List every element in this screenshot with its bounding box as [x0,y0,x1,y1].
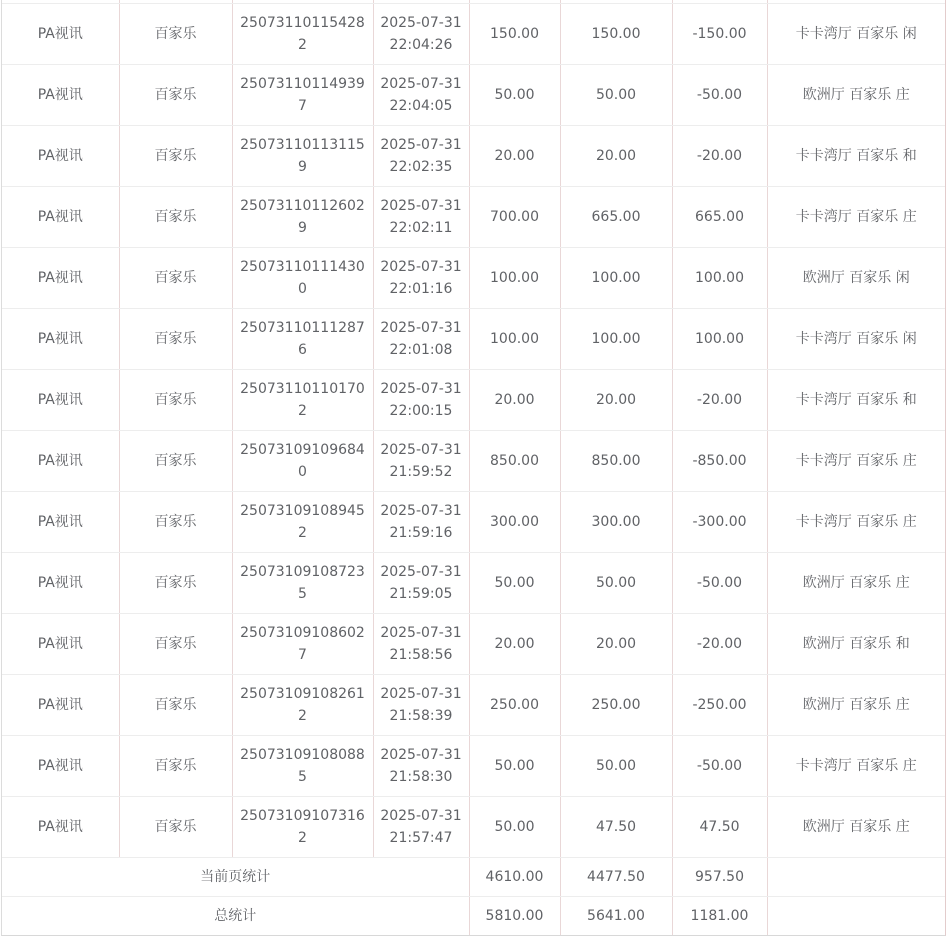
cell-valid-bet-amount: 250.00 [560,674,672,735]
cell-platform: PA视讯 [2,735,119,796]
table-row [2,247,945,308]
cell-bet-amount: 20.00 [469,613,560,674]
cell-bet-time: 2025-07-31 22:01:16 [373,247,469,308]
cell-platform: PA视讯 [2,552,119,613]
cell-game-type: 百家乐 [119,125,232,186]
cell-win-loss: -250.00 [672,674,767,735]
table-row [2,613,945,674]
cell-order-number: 250731101149397 [232,64,373,125]
cell-order-number: 250731101101702 [232,369,373,430]
cell-order-number: 250731091080885 [232,735,373,796]
cell-bet-detail: 欧洲厅 百家乐 庄 [767,552,945,613]
cell-bet-amount: 50.00 [469,64,560,125]
cell-bet-amount: 850.00 [469,430,560,491]
cell-bet-time: 2025-07-31 22:04:05 [373,64,469,125]
cell-valid-bet-amount: 665.00 [560,186,672,247]
cell-valid-bet-amount: 50.00 [560,735,672,796]
cell-order-number: 250731101114300 [232,247,373,308]
cell-order-number: 250731091082612 [232,674,373,735]
cell-game-type: 百家乐 [119,308,232,369]
summary-row [2,857,945,896]
cell-bet-detail: 欧洲厅 百家乐 闲 [767,247,945,308]
cell-bet-amount: 250.00 [469,674,560,735]
cell-game-type: 百家乐 [119,369,232,430]
cell-bet-time: 2025-07-31 21:58:39 [373,674,469,735]
cell-order-number: 250731101112876 [232,308,373,369]
cell-valid-bet-amount: 47.50 [560,796,672,857]
summary-win-loss-total: 957.50 [672,857,767,896]
cell-valid-bet-amount: 50.00 [560,64,672,125]
cell-bet-detail: 欧洲厅 百家乐 庄 [767,64,945,125]
cell-bet-detail: 卡卡湾厅 百家乐 庄 [767,186,945,247]
summary-bet-total: 4610.00 [469,857,560,896]
cell-bet-amount: 50.00 [469,735,560,796]
cell-bet-detail: 卡卡湾厅 百家乐 庄 [767,491,945,552]
cell-platform: PA视讯 [2,64,119,125]
cell-valid-bet-amount: 100.00 [560,247,672,308]
cell-game-type: 百家乐 [119,613,232,674]
table-row [2,186,945,247]
cell-bet-time: 2025-07-31 21:59:16 [373,491,469,552]
summary-bet-total: 5810.00 [469,896,560,935]
cell-valid-bet-amount: 50.00 [560,552,672,613]
cell-bet-amount: 50.00 [469,552,560,613]
table-row [2,125,945,186]
cell-bet-amount: 100.00 [469,308,560,369]
summary-label: 当前页统计 [2,857,469,896]
cell-bet-time: 2025-07-31 21:59:52 [373,430,469,491]
cell-win-loss: -20.00 [672,369,767,430]
summary-win-loss-total: 1181.00 [672,896,767,935]
cell-game-type: 百家乐 [119,674,232,735]
cell-bet-time: 2025-07-31 22:02:11 [373,186,469,247]
cell-bet-detail: 欧洲厅 百家乐 庄 [767,674,945,735]
cell-win-loss: 100.00 [672,247,767,308]
cell-platform: PA视讯 [2,308,119,369]
table-row [2,552,945,613]
cell-win-loss: -20.00 [672,125,767,186]
cell-bet-time: 2025-07-31 21:59:05 [373,552,469,613]
cell-order-number: 250731101154282 [232,3,373,64]
cell-platform: PA视讯 [2,186,119,247]
summary-empty-cell [767,896,945,935]
cell-order-number: 250731091086027 [232,613,373,674]
cell-game-type: 百家乐 [119,735,232,796]
table-row [2,369,945,430]
cell-win-loss: -150.00 [672,3,767,64]
cell-bet-time: 2025-07-31 22:02:35 [373,125,469,186]
cell-bet-detail: 卡卡湾厅 百家乐 庄 [767,735,945,796]
table-row [2,3,945,64]
cell-game-type: 百家乐 [119,247,232,308]
cell-bet-detail: 卡卡湾厅 百家乐 闲 [767,3,945,64]
cell-game-type: 百家乐 [119,552,232,613]
cell-bet-time: 2025-07-31 21:58:56 [373,613,469,674]
cell-win-loss: -300.00 [672,491,767,552]
cell-platform: PA视讯 [2,125,119,186]
bet-records-table-container [1,0,946,936]
cell-bet-time: 2025-07-31 22:04:26 [373,3,469,64]
cell-win-loss: -20.00 [672,613,767,674]
cell-valid-bet-amount: 850.00 [560,430,672,491]
cell-order-number: 250731091096840 [232,430,373,491]
cell-valid-bet-amount: 20.00 [560,369,672,430]
cell-bet-time: 2025-07-31 22:00:15 [373,369,469,430]
cell-win-loss: -50.00 [672,735,767,796]
cell-bet-amount: 150.00 [469,3,560,64]
cell-bet-amount: 20.00 [469,125,560,186]
summary-label: 总统计 [2,896,469,935]
cell-bet-time: 2025-07-31 21:57:47 [373,796,469,857]
cell-win-loss: -850.00 [672,430,767,491]
cell-bet-amount: 300.00 [469,491,560,552]
cell-platform: PA视讯 [2,796,119,857]
cell-win-loss: -50.00 [672,64,767,125]
cell-win-loss: 47.50 [672,796,767,857]
summary-empty-cell [767,857,945,896]
table-row [2,308,945,369]
cell-order-number: 250731091087235 [232,552,373,613]
cell-win-loss: -50.00 [672,552,767,613]
cell-order-number: 250731101126029 [232,186,373,247]
cell-valid-bet-amount: 20.00 [560,125,672,186]
cell-bet-detail: 卡卡湾厅 百家乐 和 [767,125,945,186]
cell-platform: PA视讯 [2,3,119,64]
cell-bet-detail: 卡卡湾厅 百家乐 闲 [767,308,945,369]
cell-game-type: 百家乐 [119,430,232,491]
cell-valid-bet-amount: 100.00 [560,308,672,369]
cell-order-number: 250731091073162 [232,796,373,857]
cell-valid-bet-amount: 300.00 [560,491,672,552]
cell-platform: PA视讯 [2,491,119,552]
table-row [2,796,945,857]
table-row [2,491,945,552]
cell-game-type: 百家乐 [119,64,232,125]
cell-win-loss: 665.00 [672,186,767,247]
cell-platform: PA视讯 [2,247,119,308]
cell-platform: PA视讯 [2,430,119,491]
cell-bet-detail: 欧洲厅 百家乐 和 [767,613,945,674]
cell-platform: PA视讯 [2,674,119,735]
cell-bet-amount: 50.00 [469,796,560,857]
cell-order-number: 250731091089452 [232,491,373,552]
cell-bet-amount: 700.00 [469,186,560,247]
cell-valid-bet-amount: 150.00 [560,3,672,64]
table-row [2,735,945,796]
cell-bet-detail: 卡卡湾厅 百家乐 和 [767,369,945,430]
cell-game-type: 百家乐 [119,3,232,64]
cell-game-type: 百家乐 [119,796,232,857]
cell-bet-detail: 欧洲厅 百家乐 庄 [767,796,945,857]
table-row [2,674,945,735]
cell-bet-detail: 卡卡湾厅 百家乐 庄 [767,430,945,491]
cell-valid-bet-amount: 20.00 [560,613,672,674]
cell-platform: PA视讯 [2,613,119,674]
summary-valid-total: 5641.00 [560,896,672,935]
cell-bet-amount: 20.00 [469,369,560,430]
cell-game-type: 百家乐 [119,491,232,552]
cell-bet-amount: 100.00 [469,247,560,308]
cell-win-loss: 100.00 [672,308,767,369]
cell-order-number: 250731101131159 [232,125,373,186]
summary-row [2,896,945,935]
bet-records-table [2,0,945,935]
table-row [2,64,945,125]
summary-valid-total: 4477.50 [560,857,672,896]
cell-bet-time: 2025-07-31 21:58:30 [373,735,469,796]
cell-platform: PA视讯 [2,369,119,430]
cell-game-type: 百家乐 [119,186,232,247]
cell-bet-time: 2025-07-31 22:01:08 [373,308,469,369]
table-row [2,430,945,491]
